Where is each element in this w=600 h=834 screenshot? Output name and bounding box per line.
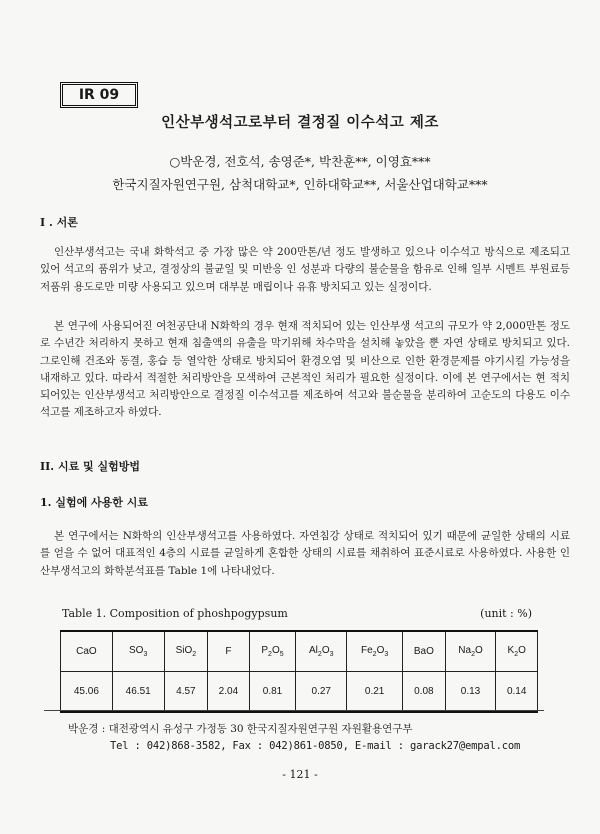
session-code-box: IR 09 [60, 82, 138, 108]
intro-paragraph-2: 본 연구에 사용되어진 여천공단내 N화학의 경우 현재 적치되어 있는 인산부생 석고의 규모가 약 2,000만톤 정도로 수년간 처리하지 못하고 현재 침출액의 유출을 막기위해 차수막을 설치해 놓았을 뿐 자연 상태로 방치되고 있다. 그로인해 건조와 동결, 홍습 등 열악한 상태로 방치되어 환경오염 및 비산으로 인한 환경문제를 야기시킬 가능성을 내재하고 있다. 따라서 적절한 처리방안을 모색하여 근본적인 처리가 필요한 실정이다. 이에 본 연구에서는 현 적치되어있는 인산부생석고 처리방안으로 결정질 이수석고를 제조하여 석고와 불순물을 분리하여 고순도의 다용도 이수석고를 제조하고자 하였다. [40, 320, 570, 419]
methods-paragraph-1: 본 연구에서는 N화학의 인산부생석고를 사용하였다. 자연침강 상태로 적치되어 있기 때문에 균일한 상태의 시료를 얻을 수 없어 대표적인 4층의 시료를 균일하게 혼합한 상태의 시료를 채취하여 표준시료로 사용하였다. 사용한 인산부생석고의 화학분석표를 Table 1에 나타내었다. [40, 530, 570, 577]
table-header-cell: SiO$_2$ [164, 631, 208, 672]
table-cell: 0.14 [496, 672, 538, 713]
table-header-cell: $SO_3$ [112, 631, 164, 672]
table-header-cell: $Na_2O$ [445, 631, 496, 672]
table-row [61, 672, 538, 713]
footnote-contact: 박운경 : 대전광역시 유성구 가정동 30 한국지질자원연구원 자원활용연구부 [68, 723, 413, 735]
table-cell: 0.08 [403, 672, 446, 713]
table-cell: 4.57 [164, 672, 208, 713]
table-header-cell: BaO [403, 631, 446, 672]
table-cell: 46.51 [112, 672, 164, 713]
table-header-cell: $P_2O_5$ [249, 631, 296, 672]
paper-title: 인산부생석고로부터 결정질 이수석고 제조 [161, 114, 439, 131]
affiliation-list: 한국지질자원연구원, 삼척대학교*, 인하대학교**, 서울산업대학교*** [112, 177, 488, 192]
footnote-phone-email: Tel : 042)868-3582, Fax : 042)861-0850, E-mail : garack27@empal.com [110, 740, 521, 752]
page-number: - 121 - [282, 768, 318, 781]
intro-paragraph-1: 인산부생석고는 국내 화학석고 중 가장 많은 약 200만톤/년 정도 발생하고 있으나 이수석고 방식으로 제조되고 있어 석고의 품위가 낮고, 결정상의 불균일 및 미반응 인 성분과 다량의 불순물을 함유로 인해 일부 시멘트 부원료등 저품위 용도로만 미량 사용되고 있으며 대부분 매립이나 유휴 방치되고 있는 실정이다. [40, 246, 570, 293]
table-unit: (unit : %) [480, 607, 532, 620]
table-header-cell: $K_2O$ [496, 631, 538, 672]
table-header-cell: F [208, 631, 250, 672]
table-header-cell: $Fe_2O_3$ [347, 631, 403, 672]
sample-subheading: 1. 실험에 사용한 시료 [40, 496, 148, 509]
table-caption-text: Table 1. Composition of phoshpogypsum [62, 607, 288, 620]
author-list: ○박운경, 전호석, 송영준*, 박찬훈**, 이영효*** [169, 154, 431, 169]
methods-heading: II. 시료 및 실험방법 [40, 460, 140, 473]
intro-heading: I . 서론 [40, 216, 78, 229]
composition-table [60, 630, 538, 713]
table-cell: 45.06 [61, 672, 113, 713]
table-header-row [61, 631, 538, 672]
table-cell: 2.04 [208, 672, 250, 713]
table-header-cell: CaO [61, 631, 113, 672]
table-header-cell: $Al_2O_3$ [296, 631, 347, 672]
table-cell: 0.27 [296, 672, 347, 713]
table-caption [62, 607, 532, 620]
footnote-divider [44, 710, 544, 711]
table-cell: 0.81 [249, 672, 296, 713]
table-cell: 0.13 [445, 672, 496, 713]
table-cell: 0.21 [347, 672, 403, 713]
